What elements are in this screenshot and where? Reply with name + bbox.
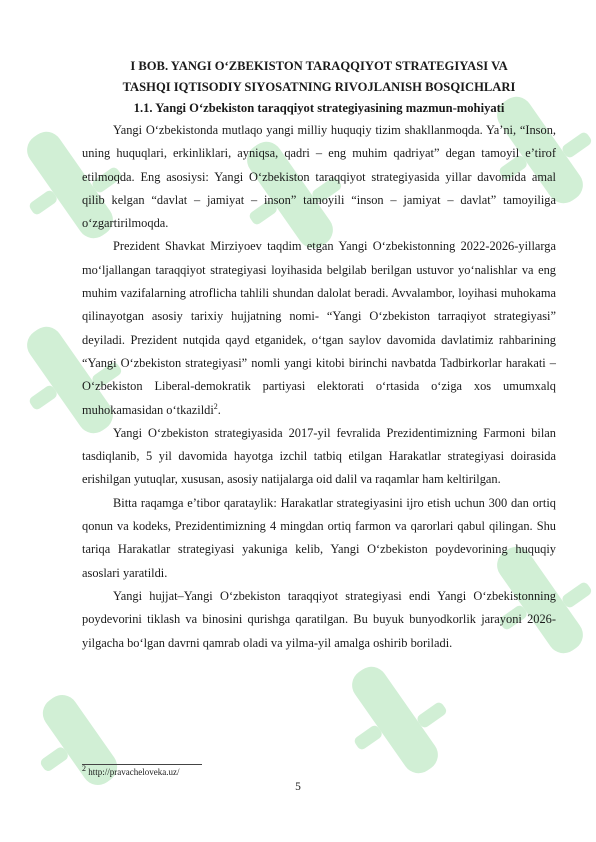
chapter-title-line-2: TASHQI IQTISODIY SIYOSATNING RIVOJLANISH BOSQICHLARI <box>122 79 516 94</box>
chapter-title-line-1: I BOB. YANGI O‘ZBEKISTON TARAQQIYOT STRATEGIYASI VA <box>130 59 508 73</box>
paragraph-2 <box>82 235 556 421</box>
paragraph-5: Yangi hujjat–Yangi O‘zbekiston taraqqiyot strategiyasi endi Yangi O‘zbekistonning poydevorini tiklash va binosini qurishga qaratilgan. Bu buyuk bunyodkorlik jarayoni 2026-yilgacha bo‘lgan davrni qamrab oladi va yilma-yil amalga oshirib boriladi. <box>82 588 556 650</box>
paragraph-2-text: Prezident Shavkat Mirziyoev taqdim etgan Yangi O‘zbekistonning 2022-2026-yillarga mo‘ljallangan taraqqiyot strategiyasi loyihasida belgilab berilgan ustuvor yo‘nalishlar va eng muhim vazifalarning atroflicha tahlili shundan dalolat beradi. Avvalambor, loyihasi muhokama qilinayotgan asosiy tarixiy hujjatning nomi- “Yangi O‘zbekiston tarraqiyot strategiyasi” deyiladi. Prezident nutqida qayd etganidek, o‘tgan saylov davomida davlatimiz rahbarining “Yangi O‘zbekiston strategiyasi” nomli yangi kitobi birinchi navbatda Tadbirkorlar harakati – O‘zbekiston Liberal-demokratik partiyasi elektorati o‘rtasida o‘ziga xos umumxalq muhokamasidan o‘tkazildi <box>82 239 556 417</box>
footnote <box>82 764 180 777</box>
footnote-number: 2 <box>82 764 86 773</box>
page-number: 5 <box>295 781 301 793</box>
paragraph-3: Yangi O‘zbekiston strategiyasida 2017-yil fevralida Prezidentimizning Farmoni bilan tasdiqlanib, 5 yil davomida hayotga izchil tatbiq etilgan Harakatlar strategiyasi doirasida erishilgan yutuqlar, xususan, asosiy natijalarga oid dalil va raqamlar ham keltirilgan. <box>82 425 556 487</box>
section-title: 1.1. Yangi O‘zbekiston taraqqiyot strategiyasining mazmun-mohiyati <box>133 101 505 115</box>
paragraph-2-end: . <box>217 402 221 417</box>
footnote-divider <box>82 764 202 765</box>
paragraph-4: Bitta raqamga e’tibor qarataylik: Harakatlar strategiyasini ijro etish uchun 300 dan ortiq qonun va kodeks, Prezidentimizning 4 mingdan ortiq farmon va qarorlari qabul qilingan. Shu tariqa Harakatlar strategiyasi yakuniga kelib, Yangi O‘zbekiston poydevorining huquqiy asoslari yaratildi. <box>82 495 556 580</box>
paragraph-1: Yangi O‘zbekistonda mutlaqo yangi milliy huquqiy tizim shakllanmoqda. Ya’ni, “Inson, uning huquqlari, erkinliklari, ayniqsa, qadri – eng muhim qadriyat” degan tamoyil e’tirof etilmoqda. Eng asosiysi: Yangi O‘zbekiston taraqqiyot strategiyasida yillar davomida amal qilib kelgan “davlat – jamiyat – inson” tamoyili “inson – jamiyat – davlat” tamoyiliga o‘zgartirilmoqda. <box>82 123 556 231</box>
document-body <box>82 56 556 655</box>
footnote-link[interactable]: http://pravacheloveka.uz/ <box>86 767 180 777</box>
footnote-marker: 2 <box>213 401 218 411</box>
